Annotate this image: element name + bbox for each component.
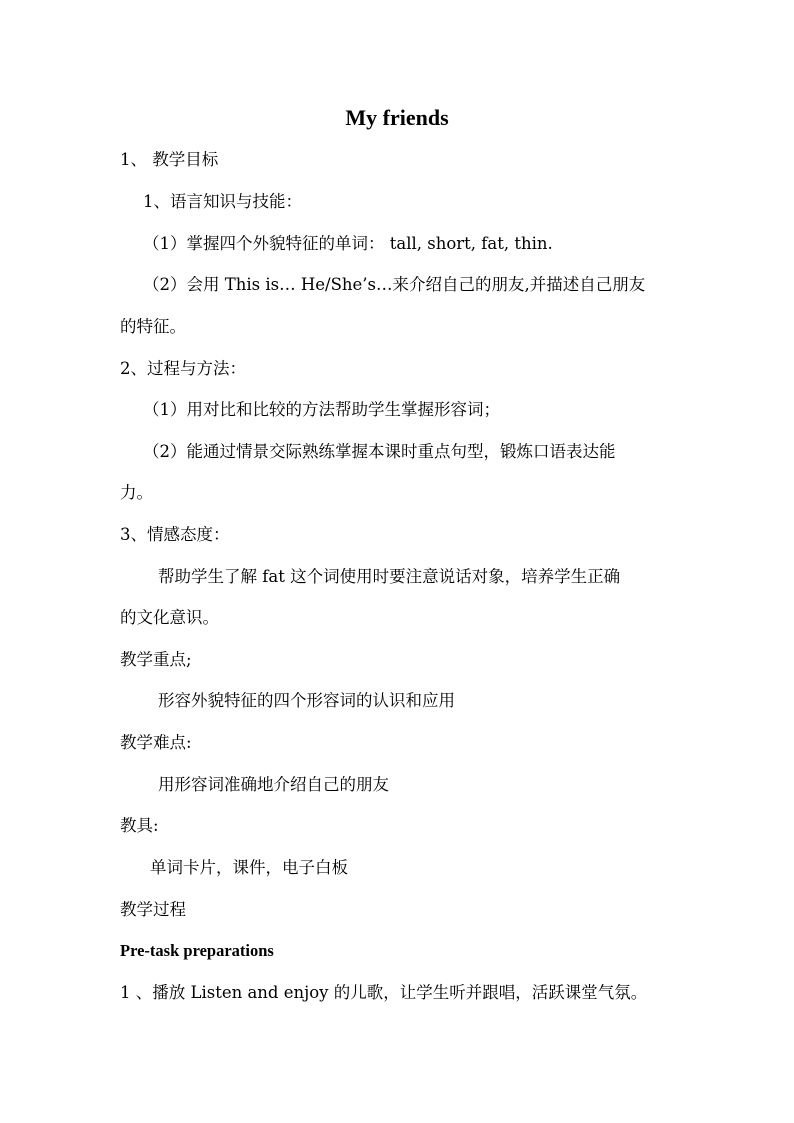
process-step-1: 1 、播放 Listen and enjoy 的儿歌，让学生听并跟唱，活跃课堂气氛。 <box>120 983 648 1002</box>
attitude-paragraph: 帮助学生了解 fat 这个词使用时要注意说话对象，培养学生正确 <box>158 567 621 586</box>
attitude-paragraph-continued: 的文化意识。 <box>120 608 219 627</box>
section-heading-attitude: 3、情感态度： <box>120 525 230 544</box>
heading-difficult-points: 教学难点: <box>120 733 192 752</box>
key-points-text: 形容外貌特征的四个形容词的认识和应用 <box>158 691 455 710</box>
method-item-2-continued: 力。 <box>120 483 153 502</box>
heading-teaching-aids: 教具: <box>120 816 159 835</box>
subheading-knowledge-skills: 1、语言知识与技能： <box>143 192 302 211</box>
heading-teaching-process: 教学过程 <box>120 900 186 919</box>
method-item-1: （1）用对比和比较的方法帮助学生掌握形容词； <box>143 400 500 419</box>
objective-item-2-continued: 的特征。 <box>120 317 186 336</box>
heading-pre-task-preparations: Pre-task preparations <box>120 941 274 960</box>
section-heading-teaching-objectives: 1、 教学目标 <box>120 150 219 169</box>
document-title: My friends <box>345 105 449 130</box>
method-item-2: （2）能通过情景交际熟练掌握本课时重点句型，锻炼口语表达能 <box>143 442 616 461</box>
section-heading-process-methods: 2、过程与方法： <box>120 359 246 378</box>
objective-item-2: （2）会用 This is… He/She’s…来介绍自己的朋友,并描述自己朋友 <box>143 275 646 294</box>
objective-item-1: （1）掌握四个外貌特征的单词： tall, short, fat, thin. <box>143 234 553 253</box>
difficult-points-text: 用形容词准确地介绍自己的朋友 <box>158 775 389 794</box>
heading-key-points: 教学重点; <box>120 650 192 669</box>
teaching-aids-text: 单词卡片，课件，电子白板 <box>150 858 348 877</box>
